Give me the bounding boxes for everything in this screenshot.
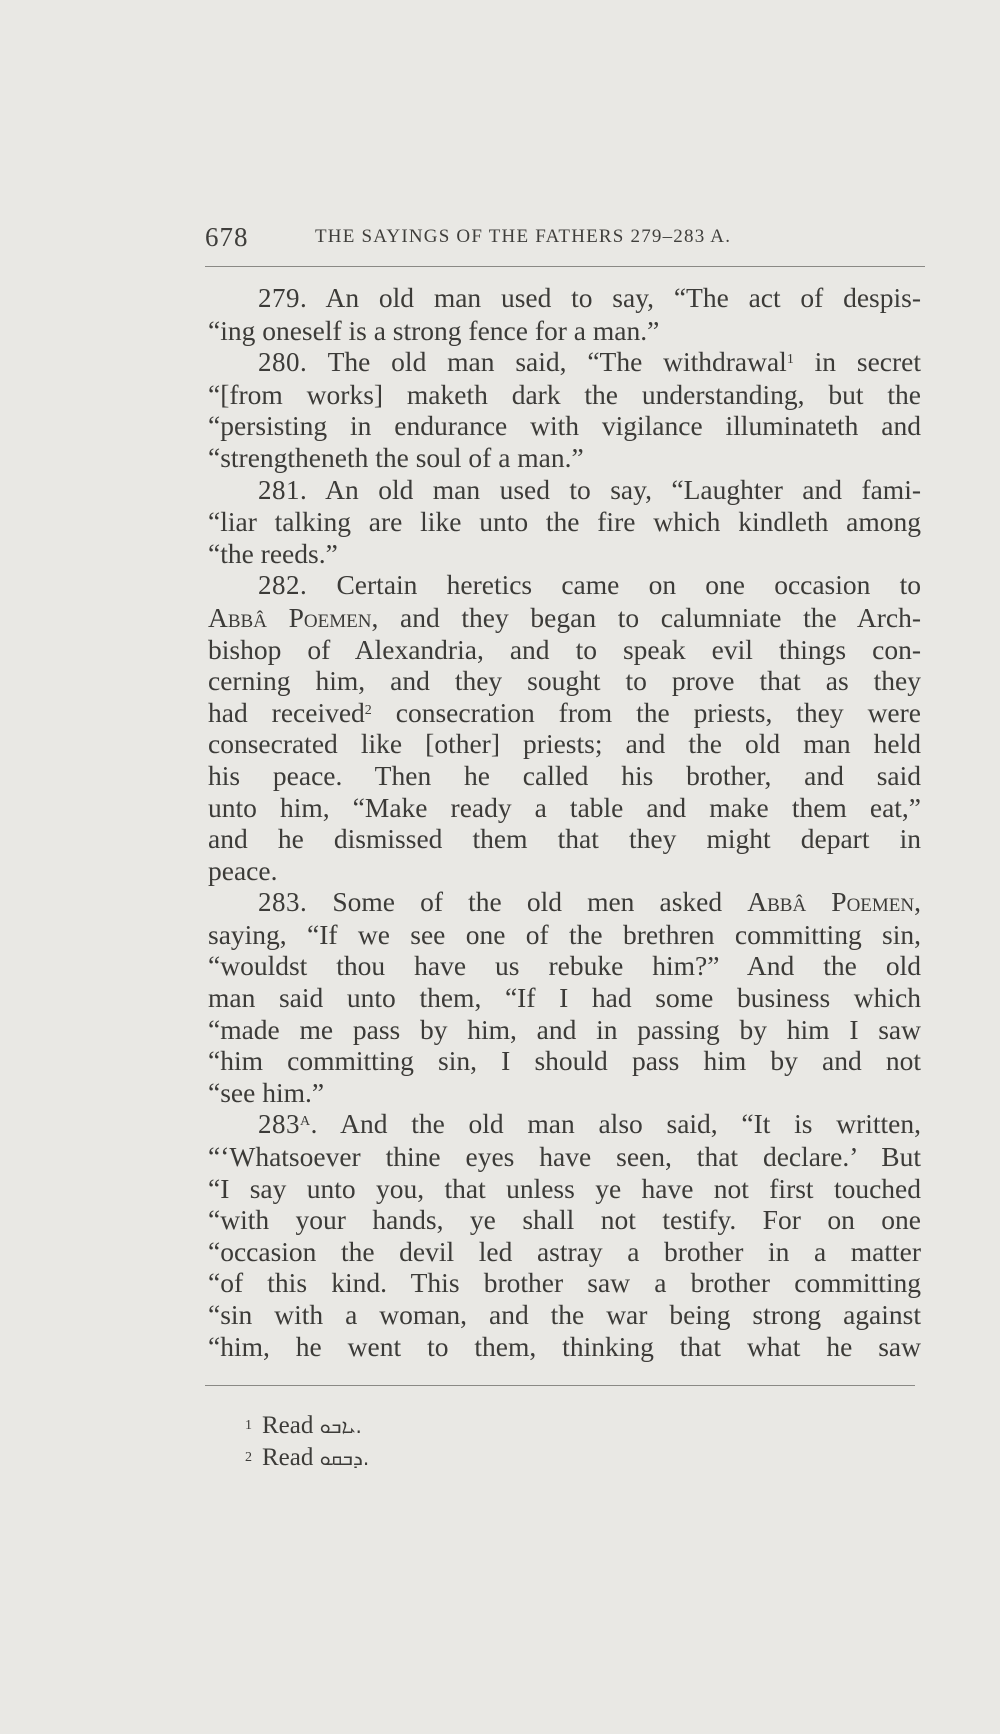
saying-number: 283. — [258, 887, 308, 918]
footnote-2: $^2$ Read ܕܒܩܘ. — [245, 1444, 370, 1471]
running-head: THE SAYINGS OF THE FATHERS 279–283 A. — [315, 226, 732, 247]
name-abba-poemen: Abbâ Poemen — [208, 601, 372, 633]
body-text — [208, 282, 921, 1362]
saying-number: 280. — [258, 347, 308, 378]
page-number: 678 — [205, 222, 249, 252]
saying-283: 283. Some of the old men asked Abbâ Poemen, saying, “If we see one of the brethren committing sin, “wouldst thou have us rebuke him?” And the old man said unto them, “If I had some business which “made me pass by him, and in passing by him I saw “him committing sin, I should pass him by and not “see him.” — [208, 886, 921, 1108]
saying-280: 280. The old man said, “The withdrawal$^1$ in secret “[from works] maketh dark the understanding, but the “persisting in endurance with vigilance illuminateth and “strengtheneth the soul of a man.” — [208, 346, 921, 473]
saying-279: 279. An old man used to say, “The act of despis- “ing oneself is a strong fence for a man.” — [208, 282, 922, 346]
page-header — [205, 222, 925, 262]
saying-281: 281. An old man used to say, “Laughter and fami- “liar talking are like unto the fire which kindleth among “the reeds.” — [208, 473, 921, 569]
saying-number: 281. — [258, 474, 308, 505]
footnotes — [245, 1410, 369, 1474]
header-rule — [205, 266, 925, 267]
syriac-word: ܕܒܩܘ. — [319, 1446, 370, 1470]
saying-283a: $283^A$. And the old man also said, “It is written, “‘Whatsoever thine eyes have seen, that declare.’ But “I say unto you, that unless ye have not first touched “with your hands, ye shall not testify. For on one “occasion the devil led astray a brother in a matter “of this kind. This brother saw a brother committing “sin with a woman, and the war being strong against “him, he went to them, thinking that what he saw — [208, 1108, 921, 1362]
footnote-rule — [205, 1385, 915, 1386]
syriac-word: ܝܐܒܘ. — [319, 1414, 362, 1438]
saying-number: 279. — [258, 283, 308, 313]
saying-282: 282. Certain heretics came on one occasion to Abbâ Poemen, and they began to calumniate the Arch- bishop of Alexandria, and to speak evil things con- cerning him, and they sought to prove that as they had received$^2$ consecration from the priests, they were consecrated like [other] priests; and the old man held his peace. Then he called his brother, and said unto him, “Make ready a table and make them eat,” and he dismissed them that they might depart in peace. — [208, 569, 922, 886]
footnote-1: $^1$ Read ܝܐܒܘ. — [245, 1412, 362, 1439]
footnote-ref-1[interactable]: 1 — [786, 352, 794, 368]
footnote-ref-2[interactable]: 2 — [364, 702, 372, 718]
saying-number: $283^A$. — [258, 1109, 318, 1140]
saying-number: 282. — [258, 570, 308, 601]
name-abba-poemen: Abbâ Poemen, — [747, 886, 921, 918]
